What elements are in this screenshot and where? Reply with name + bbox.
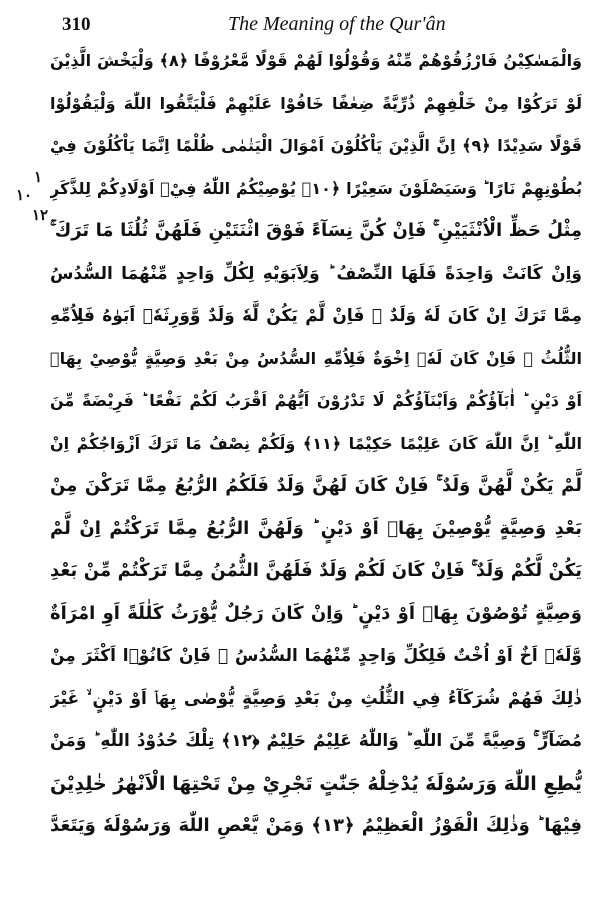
page-number: 310 — [62, 14, 91, 35]
verse-line: قَوْلًا سَدِيْدًا ﴿٩﴾ اِنَّ الَّذِيْنَ يَاْكُلُوْنَ اَمْوَالَ الْيَتٰمٰى ظُلْمًا اِنَّمَا يَاْكُلُوْنَ فِيْ — [50, 136, 582, 155]
verse-line: اللّٰهِ ؕ اِنَّ اللّٰهَ كَانَ عَلِيْمًا حَكِيْمًا ﴿١١﴾ وَلَكُمْ نِصْفُ مَا تَرَكَ اَزْوَاجُكُمْ اِنْ — [50, 433, 582, 453]
verse-line: وَالْمَسٰكِيْنُ فَارْزُقُوْهُمْ مِّنْهُ وَقُوْلُوْا لَهُمْ قَوْلًا مَّعْرُوْفًا ﴿٨﴾ وَلْيَخْشَ الَّذِيْنَ — [50, 51, 582, 70]
verse-line: يُّطِعِ اللّٰهَ وَرَسُوْلَهٗ يُدْخِلْهُ جَنّٰتٍ تَجْرِيْ مِنْ تَحْتِهَا الْاَنْهٰرُ خٰلِدِيْنَ — [50, 772, 582, 795]
verse-line: اَوْ دَيْنٍ ؕ اٰبَآؤُكُمْ وَاَبْنَآؤُكُمْ لَا تَدْرُوْنَ اَيُّهُمْ اَقْرَبُ لَكُمْ نَفْعًا ؕ فَرِيْضَةً مِّنَ — [50, 391, 582, 410]
verse-line: وَّلَهٗۤ اَخٌ اَوْ اُخْتٌ فَلِكُلِّ وَاحِدٍ مِّنْهُمَا السُّدُسُ ۚ فَاِنْ كَانُوْۤا اَكْثَرَ مِنْ — [50, 646, 582, 666]
verse-line: لَوْ تَرَكُوْا مِنْ خَلْفِهِمْ ذُرِّيَّةً ضِعٰفًا خَافُوْا عَلَيْهِمْ فَلْيَتَّقُوا اللّٰهَ وَلْيَقُوْلُوْا — [50, 93, 582, 113]
verse-line: بُطُوْنِهِمْ نَارًا ؕ وَسَيَصْلَوْنَ سَعِيْرًا ﴿١٠﴾ يُوْصِيْكُمُ اللّٰهُ فِيْۤ اَوْلَادِكُمْ لِلذَّكَرِ — [50, 178, 582, 198]
verse-line: لَّمْ يَكُنْ لَّهُنَّ وَلَدٌ ۚ فَاِنْ كَانَ لَهُنَّ وَلَدٌ فَلَكُمُ الرُّبُعُ مِمَّا تَرَكْنَ مِنْ — [50, 475, 582, 496]
verse-line: فِيْهَا ؕ وَذٰلِكَ الْفَوْزُ الْعَظِيْمُ ﴿١٣﴾ وَمَنْ يَّعْصِ اللّٰهَ وَرَسُوْلَهٗ وَيَتَعَدَّ — [50, 815, 582, 836]
arabic-text-block — [50, 40, 582, 848]
verse-line: وَصِيَّةٍ تُوْصُوْنَ بِهَاۤ اَوْ دَيْنٍ ؕ وَاِنْ كَانَ رَجُلٌ يُّوْرَثُ كَلٰلَةً اَوِ امْرَاَةٌ — [50, 602, 582, 624]
margin-note: ١٠ — [16, 188, 33, 204]
verse-line: مِمَّا تَرَكَ اِنْ كَانَ لَهٗ وَلَدٌ ۚ فَاِنْ لَّمْ يَكُنْ لَّهٗ وَلَدٌ وَّوَرِثَهٗۤ اَبَوٰهُ فَلِاُمِّهِ — [50, 306, 582, 326]
margin-note: ١ — [34, 170, 43, 186]
verse-line: ذٰلِكَ فَهُمْ شُرَكَآءُ فِي الثُّلُثِ مِنْ بَعْدِ وَصِيَّةٍ يُّوْصٰى بِهَاۤ اَوْ دَيْنٍ ۙ غَيْرَ — [50, 688, 582, 709]
verse-line: الثُّلُثُ ۚ فَاِنْ كَانَ لَهٗۤ اِخْوَةٌ فَلِاُمِّهِ السُّدُسُ مِنْ بَعْدِ وَصِيَّةٍ يُّوْصِيْ بِهَاۤ — [50, 348, 582, 368]
margin-note: ١٢ — [32, 208, 49, 224]
verse-line: مُضَآرٍّ ۚ وَصِيَّةً مِّنَ اللّٰهِ ؕ وَاللّٰهُ عَلِيْمٌ حَلِيْمٌ ﴿١٢﴾ تِلْكَ حُدُوْدُ اللّٰهِ ؕ وَمَنْ — [50, 731, 582, 751]
verse-line: مِثْلُ حَظِّ الْاُنْثَيَيْنِ ۚ فَاِنْ كُنَّ نِسَآءً فَوْقَ اثْنَتَيْنِ فَلَهُنَّ ثُلُثَا مَا تَرَكَ ۚ — [50, 220, 582, 241]
verse-line: يَكُنْ لَّكُمْ وَلَدٌ ۚ فَاِنْ كَانَ لَكُمْ وَلَدٌ فَلَهُنَّ الثُّمُنُ مِمَّا تَرَكْتُمْ مِّنْ بَعْدِ — [50, 560, 582, 581]
verse-line: وَاِنْ كَانَتْ وَاحِدَةً فَلَهَا النِّصْفُ ؕ وَلِاَبَوَيْهِ لِكُلِّ وَاحِدٍ مِّنْهُمَا السُّدُسُ — [50, 263, 582, 284]
verse-line: بَعْدِ وَصِيَّةٍ يُّوْصِيْنَ بِهَاۤ اَوْ دَيْنٍ ؕ وَلَهُنَّ الرُّبُعُ مِمَّا تَرَكْتُمْ اِنْ لَّمْ — [50, 517, 582, 539]
running-title: The Meaning of the Qur'ân — [228, 13, 446, 35]
